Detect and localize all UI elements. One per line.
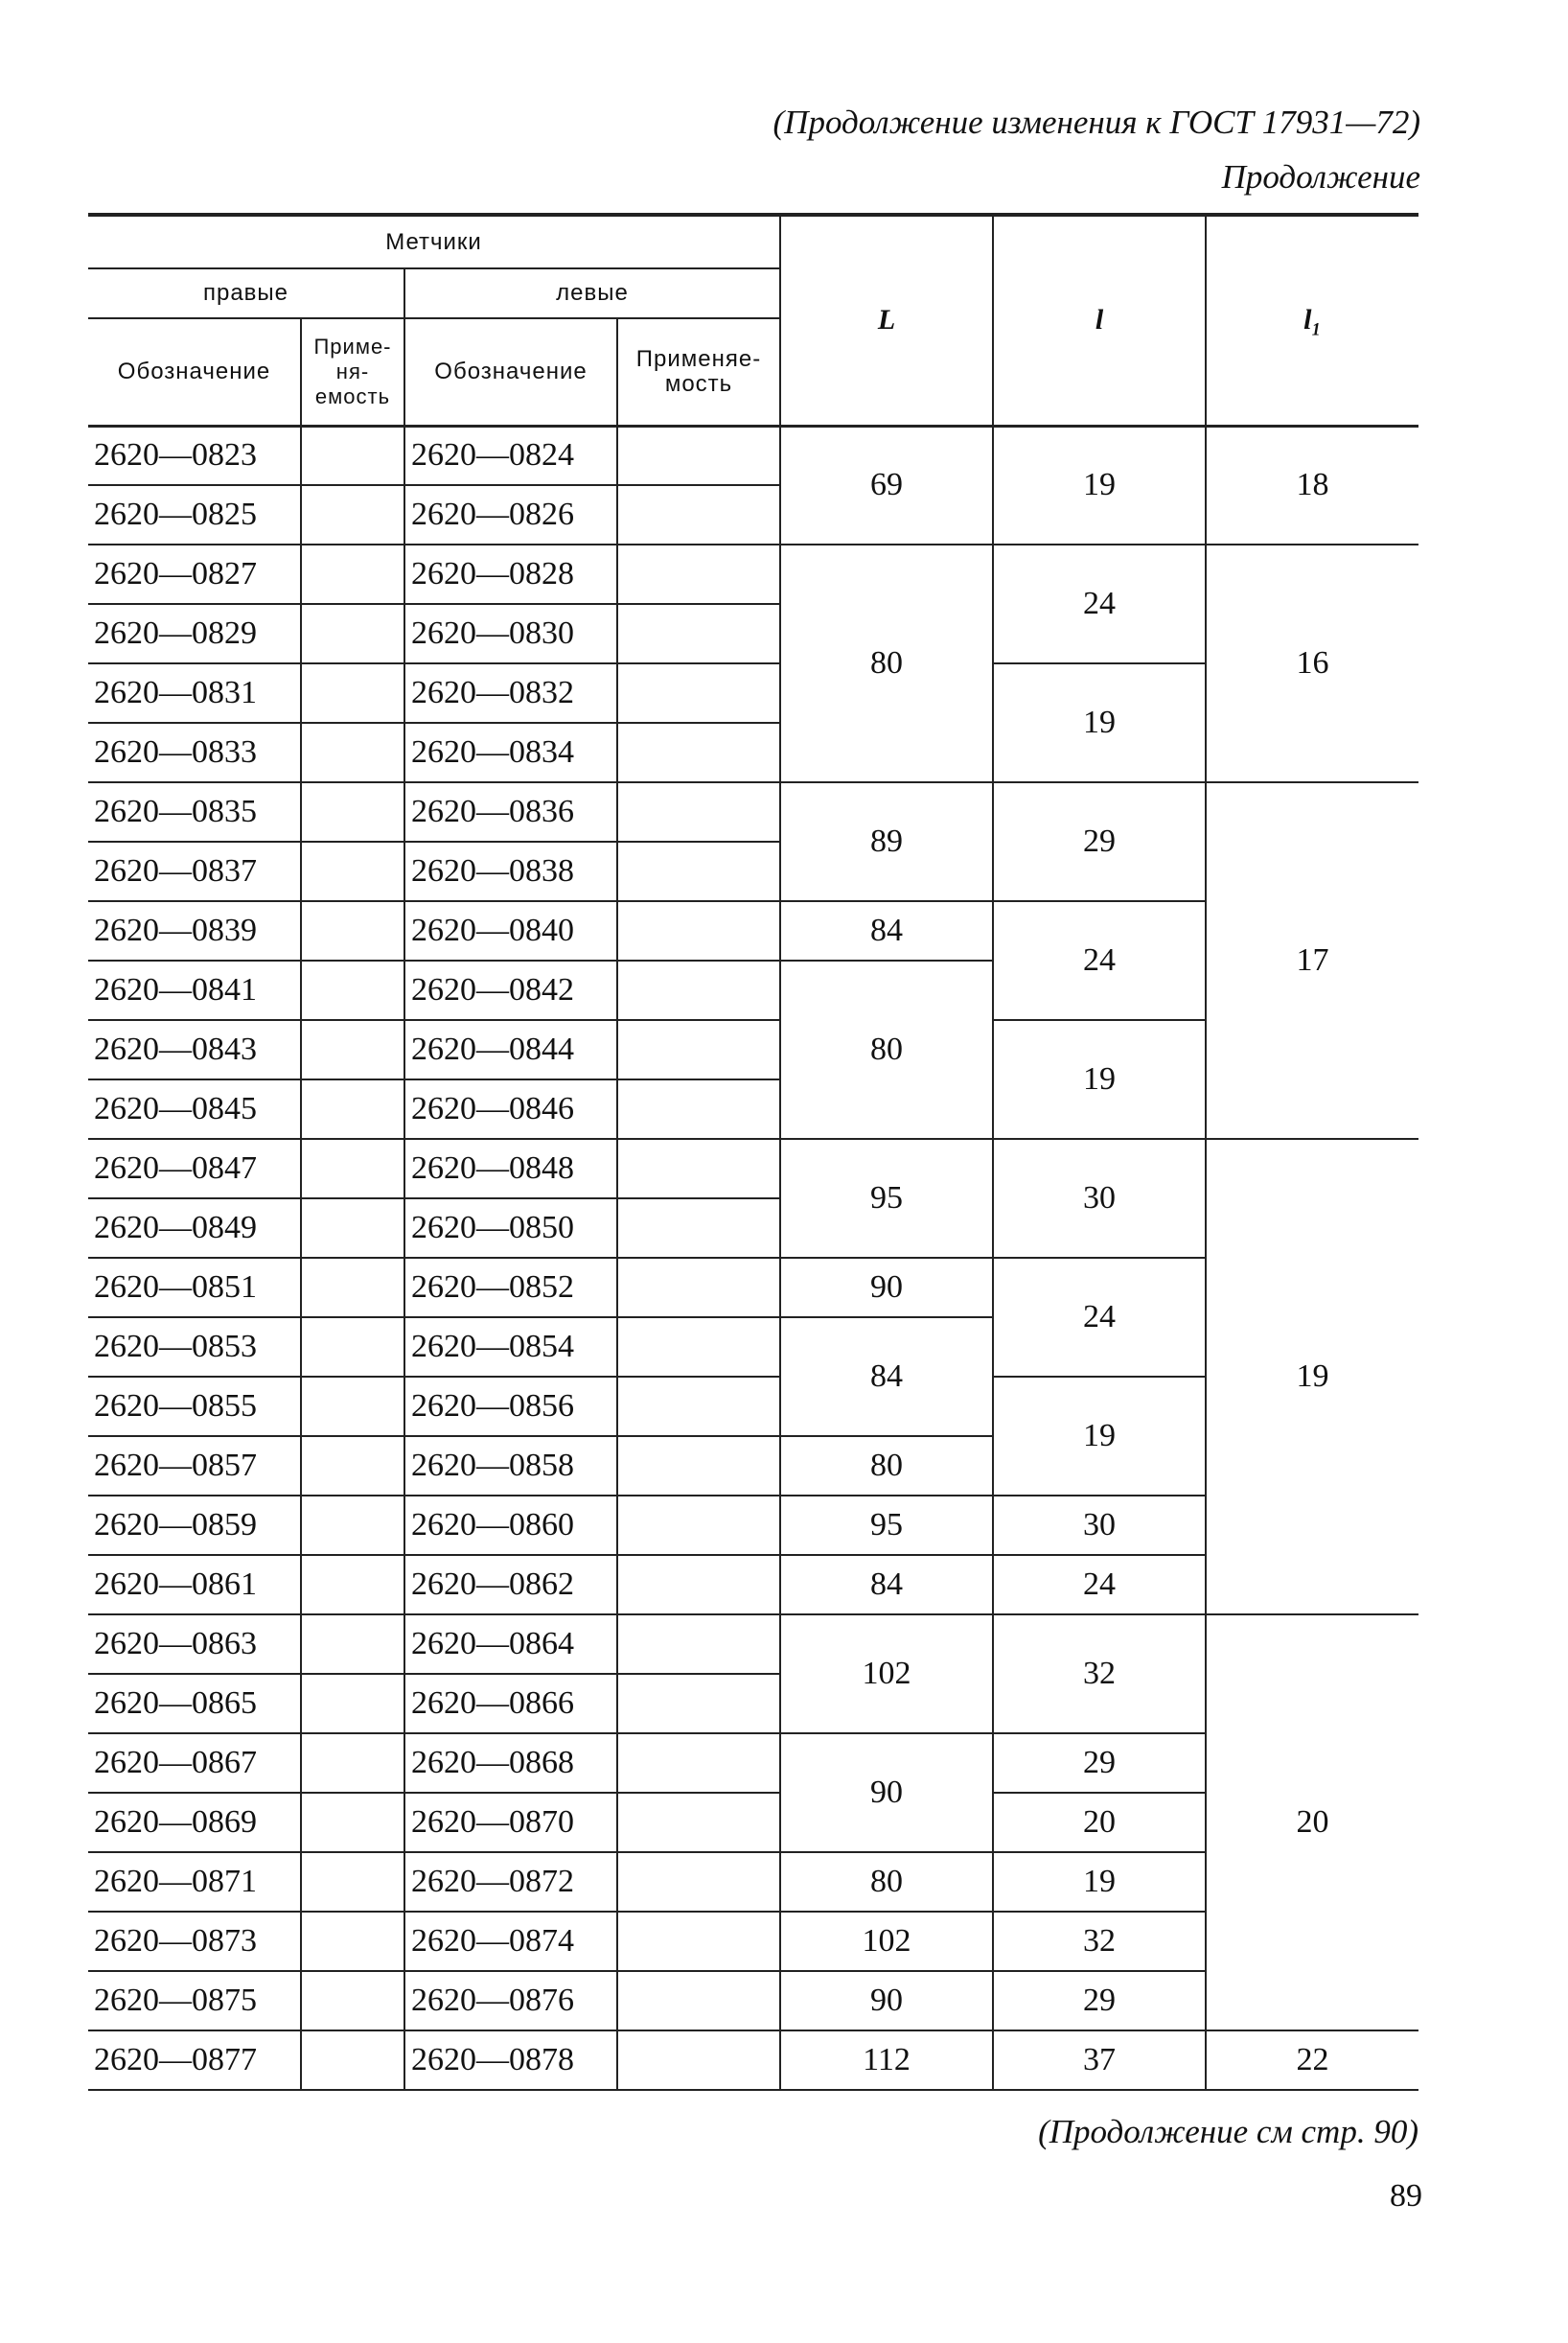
left-applicability-cell	[617, 1377, 780, 1436]
col-l1-header: l₁	[1206, 215, 1418, 426]
left-designation-cell: 2620—0866	[404, 1674, 617, 1733]
right-applicability-cell	[301, 1852, 404, 1912]
l-value-cell: 29	[993, 782, 1206, 901]
left-applicability-cell	[617, 1793, 780, 1852]
right-applicability-cell	[301, 663, 404, 723]
right-designation-cell: 2620—0829	[88, 604, 301, 663]
right-applicability-cell	[301, 1614, 404, 1674]
l-value-cell: 19	[993, 663, 1206, 782]
l-value-cell: 24	[993, 1555, 1206, 1614]
l1-value-cell: 22	[1206, 2030, 1418, 2090]
l-value-cell: 30	[993, 1139, 1206, 1258]
right-applicability-cell	[301, 782, 404, 842]
left-designation-cell: 2620—0864	[404, 1614, 617, 1674]
left-designation-cell: 2620—0842	[404, 961, 617, 1020]
L-value-cell: 102	[780, 1614, 993, 1733]
right-applicability-cell	[301, 604, 404, 663]
right-designation-cell: 2620—0855	[88, 1377, 301, 1436]
right-applicability-cell	[301, 426, 404, 485]
left-applicability-cell	[617, 901, 780, 961]
left-applicability-cell	[617, 1258, 780, 1317]
L-value-cell: 95	[780, 1496, 993, 1555]
left-applicability-cell	[617, 782, 780, 842]
page-number: 89	[1390, 2178, 1422, 2214]
right-applicability-cell	[301, 1674, 404, 1733]
continuation-note: (Продолжение см стр. 90)	[1038, 2113, 1418, 2150]
right-designation-cell: 2620—0843	[88, 1020, 301, 1079]
left-applicability-cell	[617, 1020, 780, 1079]
l-value-cell: 30	[993, 1496, 1206, 1555]
L-value-cell: 112	[780, 2030, 993, 2090]
right-designation-cell: 2620—0835	[88, 782, 301, 842]
l-value-cell: 19	[993, 426, 1206, 545]
right-designation-cell: 2620—0869	[88, 1793, 301, 1852]
left-applicability-cell	[617, 1912, 780, 1971]
right-designation-cell: 2620—0841	[88, 961, 301, 1020]
l1-value-cell: 18	[1206, 426, 1418, 545]
left-designation-cell: 2620—0836	[404, 782, 617, 842]
left-designation-cell: 2620—0854	[404, 1317, 617, 1377]
right-applicability-cell	[301, 1079, 404, 1139]
right-designation-cell: 2620—0851	[88, 1258, 301, 1317]
right-designation-cell: 2620—0845	[88, 1079, 301, 1139]
left-applicability-cell	[617, 723, 780, 782]
L-value-cell: 84	[780, 1317, 993, 1436]
right-applicability-cell	[301, 1317, 404, 1377]
right-applicability-cell	[301, 1020, 404, 1079]
col-L-header: L	[780, 215, 993, 426]
right-applicability-cell	[301, 545, 404, 604]
right-applicability-cell	[301, 1793, 404, 1852]
right-designation-cell: 2620—0837	[88, 842, 301, 901]
left-applicability-cell	[617, 1198, 780, 1258]
left-designation-cell: 2620—0852	[404, 1258, 617, 1317]
right-applicability-cell	[301, 1377, 404, 1436]
L-value-cell: 90	[780, 1971, 993, 2030]
left-applicability-cell	[617, 961, 780, 1020]
l1-value-cell: 17	[1206, 782, 1418, 1139]
right-designation-cell: 2620—0831	[88, 663, 301, 723]
left-designation-cell: 2620—0858	[404, 1436, 617, 1496]
l1-value-cell: 20	[1206, 1614, 1418, 2030]
right-designation-cell: 2620—0839	[88, 901, 301, 961]
right-applicability-cell	[301, 1912, 404, 1971]
left-designation-cell: 2620—0878	[404, 2030, 617, 2090]
left-applicability-cell	[617, 2030, 780, 2090]
L-value-cell: 69	[780, 426, 993, 545]
group-header: Метчики	[88, 215, 780, 268]
right-applicability-cell	[301, 1436, 404, 1496]
left-applicability-cell	[617, 1971, 780, 2030]
L-value-cell: 90	[780, 1733, 993, 1852]
l-value-cell: 32	[993, 1614, 1206, 1733]
right-designation-cell: 2620—0849	[88, 1198, 301, 1258]
left-applicability-cell	[617, 1317, 780, 1377]
right-designation-cell: 2620—0877	[88, 2030, 301, 2090]
L-value-cell: 89	[780, 782, 993, 901]
left-applicability-cell	[617, 842, 780, 901]
left-designation-cell: 2620—0830	[404, 604, 617, 663]
right-designation-cell: 2620—0867	[88, 1733, 301, 1793]
table-row	[88, 782, 1418, 842]
left-designation-cell: 2620—0872	[404, 1852, 617, 1912]
l1-value-cell: 16	[1206, 545, 1418, 782]
left-applicability-cell	[617, 1614, 780, 1674]
right-applicability-cell	[301, 1258, 404, 1317]
left-designation-cell: 2620—0870	[404, 1793, 617, 1852]
left-designation-cell: 2620—0840	[404, 901, 617, 961]
table-body	[88, 426, 1418, 2090]
left-designation-cell: 2620—0846	[404, 1079, 617, 1139]
L-value-cell: 90	[780, 1258, 993, 1317]
right-designation-cell: 2620—0827	[88, 545, 301, 604]
left-designation-cell: 2620—0834	[404, 723, 617, 782]
header-subtitle: Продолжение	[1221, 158, 1420, 196]
L-value-cell: 84	[780, 901, 993, 961]
L-value-cell: 80	[780, 545, 993, 782]
left-applicability-cell	[617, 1733, 780, 1793]
right-applicability-cell	[301, 2030, 404, 2090]
right-designation-cell: 2620—0823	[88, 426, 301, 485]
L-value-cell: 95	[780, 1139, 993, 1258]
l-value-cell: 19	[993, 1020, 1206, 1139]
left-designation-cell: 2620—0876	[404, 1971, 617, 2030]
left-applicability-cell	[617, 1496, 780, 1555]
l-value-cell: 19	[993, 1852, 1206, 1912]
right-applicability-cell	[301, 723, 404, 782]
l-value-cell: 20	[993, 1793, 1206, 1852]
table-row	[88, 2030, 1418, 2090]
right-designation-cell: 2620—0853	[88, 1317, 301, 1377]
left-designation-cell: 2620—0862	[404, 1555, 617, 1614]
header-title: (Продолжение изменения к ГОСТ 17931—72)	[772, 104, 1420, 141]
right-applicability-cell	[301, 842, 404, 901]
left-designation-cell: 2620—0832	[404, 663, 617, 723]
right-taps-header: правые	[88, 268, 404, 318]
left-designation-cell: 2620—0848	[404, 1139, 617, 1198]
left-designation-cell: 2620—0868	[404, 1733, 617, 1793]
left-designation-cell: 2620—0874	[404, 1912, 617, 1971]
table-row	[88, 1614, 1418, 1674]
left-designation-cell: 2620—0824	[404, 426, 617, 485]
right-designation-cell: 2620—0857	[88, 1436, 301, 1496]
table-row	[88, 426, 1418, 485]
left-applicability-cell	[617, 1079, 780, 1139]
right-applicability-cell	[301, 901, 404, 961]
left-applicability-cell	[617, 1436, 780, 1496]
left-designation-header: Обозначение	[404, 318, 617, 426]
left-applicability-cell	[617, 485, 780, 545]
left-designation-cell: 2620—0850	[404, 1198, 617, 1258]
col-l-header: l	[993, 215, 1206, 426]
right-designation-cell: 2620—0859	[88, 1496, 301, 1555]
left-designation-cell: 2620—0826	[404, 485, 617, 545]
right-designation-cell: 2620—0847	[88, 1139, 301, 1198]
left-designation-cell: 2620—0856	[404, 1377, 617, 1436]
right-designation-cell: 2620—0863	[88, 1614, 301, 1674]
right-designation-cell: 2620—0873	[88, 1912, 301, 1971]
l-value-cell: 37	[993, 2030, 1206, 2090]
left-applicability-cell	[617, 1139, 780, 1198]
l1-value-cell: 19	[1206, 1139, 1418, 1614]
left-applicability-cell	[617, 1555, 780, 1614]
l-value-cell: 24	[993, 1258, 1206, 1377]
left-designation-cell: 2620—0838	[404, 842, 617, 901]
right-applicability-header: Приме-ня-емость	[301, 318, 404, 426]
right-applicability-cell	[301, 1198, 404, 1258]
l-value-cell: 29	[993, 1733, 1206, 1793]
right-applicability-cell	[301, 1971, 404, 2030]
left-designation-cell: 2620—0828	[404, 545, 617, 604]
left-applicability-cell	[617, 426, 780, 485]
right-designation-cell: 2620—0833	[88, 723, 301, 782]
left-designation-cell: 2620—0844	[404, 1020, 617, 1079]
left-designation-cell: 2620—0860	[404, 1496, 617, 1555]
right-applicability-cell	[301, 1555, 404, 1614]
right-applicability-cell	[301, 1139, 404, 1198]
left-applicability-cell	[617, 1674, 780, 1733]
L-value-cell: 80	[780, 1436, 993, 1496]
L-value-cell: 84	[780, 1555, 993, 1614]
right-applicability-cell	[301, 961, 404, 1020]
left-applicability-cell	[617, 1852, 780, 1912]
right-designation-cell: 2620—0865	[88, 1674, 301, 1733]
right-applicability-cell	[301, 1733, 404, 1793]
L-value-cell: 102	[780, 1912, 993, 1971]
l-value-cell: 24	[993, 901, 1206, 1020]
l-value-cell: 19	[993, 1377, 1206, 1496]
left-taps-header: левые	[404, 268, 780, 318]
taps-table	[88, 213, 1418, 2091]
right-applicability-cell	[301, 1496, 404, 1555]
l-value-cell: 24	[993, 545, 1206, 663]
right-applicability-cell	[301, 485, 404, 545]
left-applicability-cell	[617, 604, 780, 663]
left-applicability-cell	[617, 663, 780, 723]
left-applicability-cell	[617, 545, 780, 604]
right-designation-cell: 2620—0875	[88, 1971, 301, 2030]
right-designation-cell: 2620—0871	[88, 1852, 301, 1912]
right-designation-cell: 2620—0825	[88, 485, 301, 545]
left-applicability-header: Применяе-мость	[617, 318, 780, 426]
L-value-cell: 80	[780, 1852, 993, 1912]
right-designation-cell: 2620—0861	[88, 1555, 301, 1614]
l-value-cell: 32	[993, 1912, 1206, 1971]
table-row	[88, 545, 1418, 604]
l-value-cell: 29	[993, 1971, 1206, 2030]
table-row	[88, 1139, 1418, 1198]
L-value-cell: 80	[780, 961, 993, 1139]
right-designation-header: Обозначение	[117, 358, 271, 384]
